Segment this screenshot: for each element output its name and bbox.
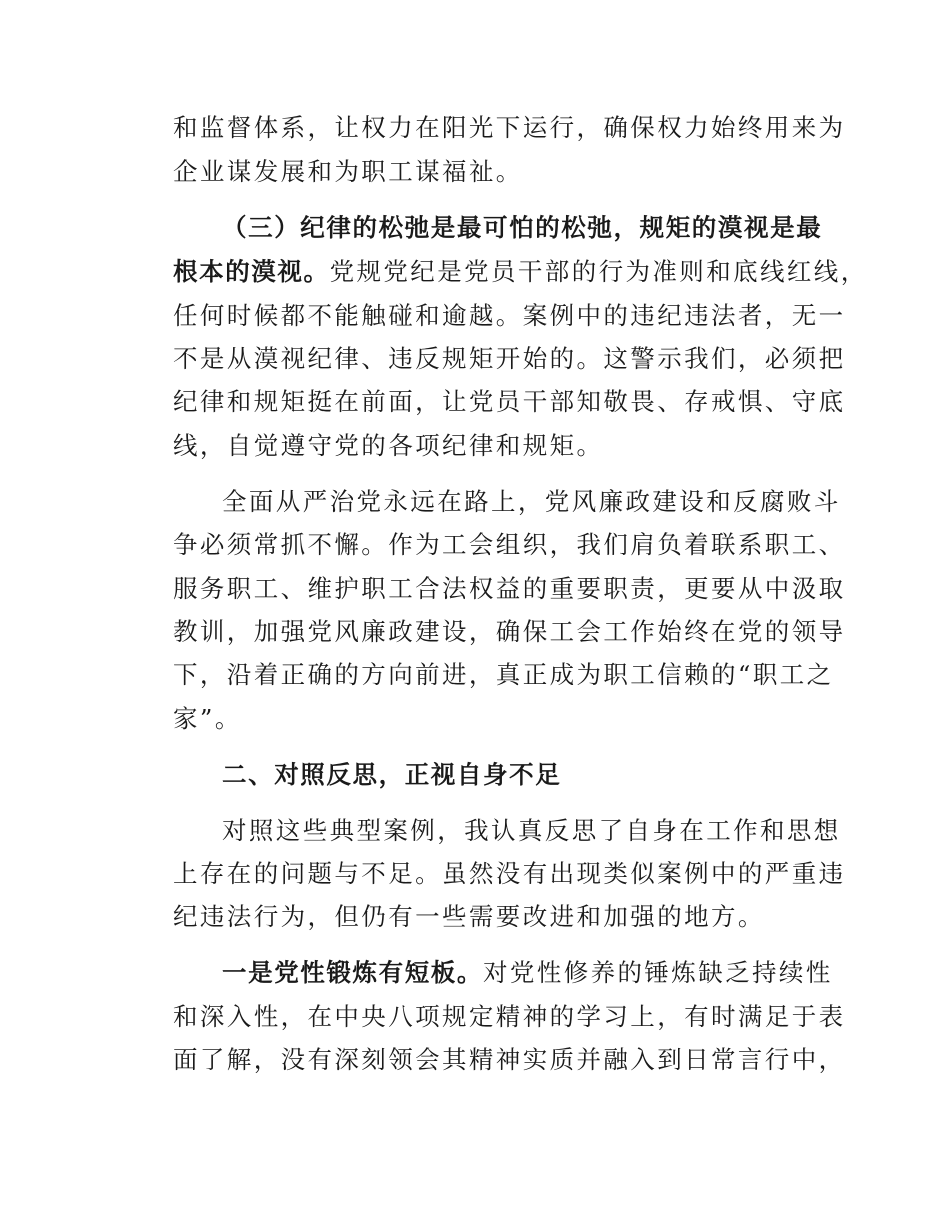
text-line bbox=[222, 955, 842, 991]
text-line: 教训，加强党风廉政建设，确保工会工作始终在党的领导 bbox=[173, 617, 846, 646]
text-line: 任何时候都不能触碰和逾越。案例中的违纪违法者，无一 bbox=[173, 301, 846, 330]
text-line: 家”。 bbox=[173, 704, 242, 733]
text-line: 全面从严治党永远在路上，党风廉政建设和反腐败斗 bbox=[222, 487, 841, 516]
text-line: 和深入性，在中央八项规定精神的学习上，有时满足于表 bbox=[173, 1002, 846, 1031]
text-line: 面了解，没有深刻领会其精神实质并融入到日常言行中， bbox=[173, 1045, 846, 1074]
text-line: 和监督体系，让权力在阳光下运行，确保权力始终用来为 bbox=[173, 113, 846, 142]
text-line: 争必须常抓不懈。作为工会组织，我们肩负着联系职工、 bbox=[173, 530, 846, 559]
text-line: 不是从漠视纪律、违反规矩开始的。这警示我们，必须把 bbox=[173, 344, 846, 373]
text-line: 下，沿着正确的方向前进，真正成为职工信赖的“职工之 bbox=[173, 660, 834, 689]
text-line: 服务职工、维护职工合法权益的重要职责，更要从中汲取 bbox=[173, 574, 846, 603]
text-span: 党规党纪是党员干部的行为准则和底线红线， bbox=[329, 257, 868, 286]
text-line: 企业谋发展和为职工谋福祉。 bbox=[173, 157, 523, 186]
text-line: 线，自觉遵守党的各项纪律和规矩。 bbox=[173, 431, 604, 460]
text-line: 纪律和规矩挺在前面，让党员干部知敬畏、存戒惧、守底 bbox=[173, 387, 846, 416]
subsection-heading-end: 根本的漠视。 bbox=[173, 257, 330, 286]
text-line: 上存在的问题与不足。虽然没有出现类似案例中的严重违 bbox=[173, 859, 846, 888]
text-line: 纪违法行为，但仍有一些需要改进和加强的地方。 bbox=[173, 902, 765, 931]
text-line: 对照这些典型案例，我认真反思了自身在工作和思想 bbox=[222, 816, 841, 845]
text-line bbox=[173, 254, 868, 290]
point-lead: 一是党性锻炼有短板。 bbox=[222, 958, 483, 987]
section-heading: 二、对照反思，正视自身不足 bbox=[222, 760, 562, 789]
subsection-heading: （三）纪律的松弛是最可怕的松弛，规矩的漠视是最 bbox=[222, 213, 823, 242]
text-span: 对党性修养的锤炼缺乏持续性 bbox=[483, 958, 833, 987]
